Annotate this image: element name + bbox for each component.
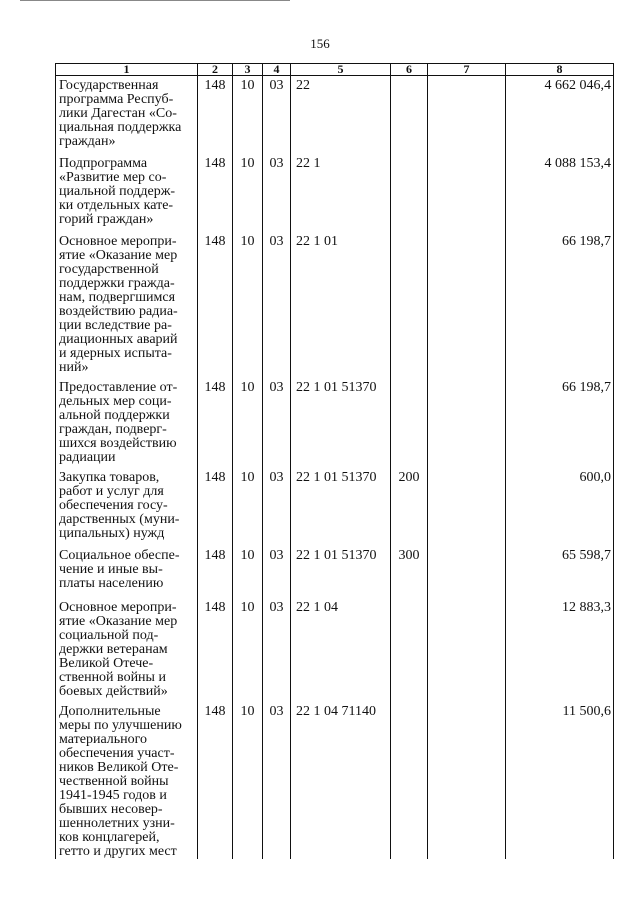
row-name-line: гетто и других мест <box>59 843 177 859</box>
header-cell: 6 <box>391 64 428 76</box>
target-code-cell: 22 1 01 51370 <box>291 378 391 468</box>
table-row <box>56 702 614 859</box>
subsection-cell: 03 <box>263 468 291 546</box>
table-body <box>56 76 614 859</box>
row-name-line: бывших несовер- <box>59 801 163 817</box>
row-name-line: социальной под- <box>59 627 159 643</box>
amount-cell: 66 198,7 <box>506 232 614 378</box>
row-name-line: радиации <box>59 449 116 465</box>
target-code-cell: 22 1 01 51370 <box>291 546 391 598</box>
table-row <box>56 378 614 468</box>
row-name-line: материального <box>59 731 148 747</box>
chapter-cell: 148 <box>198 378 233 468</box>
budget-table <box>55 63 614 859</box>
chapter-cell: 148 <box>198 232 233 378</box>
expense-type-cell <box>391 76 428 154</box>
section-cell: 10 <box>233 154 263 232</box>
row-name-line: ятие «Оказание мер <box>59 613 178 629</box>
header-cell: 4 <box>263 64 291 76</box>
row-name-line: государственной <box>59 261 159 277</box>
row-name-cell <box>56 154 198 232</box>
header-cell: 1 <box>56 64 198 76</box>
table-row <box>56 546 614 598</box>
section-cell: 10 <box>233 378 263 468</box>
column-7-cell <box>428 598 506 702</box>
row-name-cell <box>56 232 198 378</box>
target-code-cell: 22 1 04 <box>291 598 391 702</box>
row-name-line: циальной поддерж- <box>59 183 176 199</box>
chapter-cell: 148 <box>198 546 233 598</box>
row-name-line: Дополнительные <box>59 703 161 719</box>
row-name-line: граждан, подверг- <box>59 421 167 437</box>
row-name-line: лики Дагестан «Со- <box>59 106 177 121</box>
amount-cell: 65 598,7 <box>506 546 614 598</box>
subsection-cell: 03 <box>263 378 291 468</box>
row-name-line: Предоставление от- <box>59 379 178 395</box>
chapter-cell: 148 <box>198 598 233 702</box>
row-name-line: ственной войны и <box>59 669 166 685</box>
section-cell: 10 <box>233 546 263 598</box>
expense-type-cell <box>391 378 428 468</box>
chapter-cell: 148 <box>198 76 233 154</box>
expense-type-cell: 200 <box>391 468 428 546</box>
row-name-line: Закупка товаров, <box>59 469 160 485</box>
row-name-cell <box>56 702 198 859</box>
top-rule <box>20 0 290 1</box>
page-number: 156 <box>310 36 330 51</box>
amount-cell: 66 198,7 <box>506 378 614 468</box>
table-row <box>56 76 614 154</box>
row-name-line: обеспечения участ- <box>59 745 175 761</box>
header-row <box>56 64 614 76</box>
subsection-cell: 03 <box>263 702 291 859</box>
row-name-line: ний» <box>59 359 89 375</box>
amount-cell: 11 500,6 <box>506 702 614 859</box>
row-name-line: ков концлагерей, <box>59 829 160 845</box>
column-7-cell <box>428 232 506 378</box>
row-name-line: платы населению <box>59 575 164 591</box>
table-row <box>56 468 614 546</box>
row-name-line: чение и иные вы- <box>59 561 163 577</box>
target-code-cell: 22 1 04 71140 <box>291 702 391 859</box>
expense-type-cell <box>391 154 428 232</box>
expense-type-cell <box>391 232 428 378</box>
chapter-cell: 148 <box>198 702 233 859</box>
header-cell: 2 <box>198 64 233 76</box>
row-name-cell <box>56 76 198 154</box>
table-row <box>56 598 614 702</box>
expense-type-cell <box>391 598 428 702</box>
row-name-line: Великой Отече- <box>59 655 154 671</box>
column-7-cell <box>428 76 506 154</box>
column-7-cell <box>428 468 506 546</box>
row-name-line: ции вследствие ра- <box>59 317 172 333</box>
row-name-line: 1941-1945 годов и <box>59 787 167 803</box>
section-cell: 10 <box>233 232 263 378</box>
row-name-line: ятие «Оказание мер <box>59 247 178 263</box>
row-name-line: Подпрограмма <box>59 155 148 171</box>
row-name-line: циальная поддержка <box>59 120 182 135</box>
row-name-line: граждан» <box>59 134 116 149</box>
row-name-line: ников Великой Оте- <box>59 759 179 775</box>
section-cell: 10 <box>233 702 263 859</box>
expense-type-cell <box>391 702 428 859</box>
target-code-cell: 22 1 01 51370 <box>291 468 391 546</box>
amount-cell: 4 088 153,4 <box>506 154 614 232</box>
table-row <box>56 232 614 378</box>
row-name-line: ки отдельных кате- <box>59 197 174 213</box>
row-name-line: Государственная <box>59 78 159 93</box>
subsection-cell: 03 <box>263 232 291 378</box>
header-cell: 3 <box>233 64 263 76</box>
row-name-line: держки ветеранам <box>59 641 168 657</box>
target-code-cell: 22 1 <box>291 154 391 232</box>
chapter-cell: 148 <box>198 154 233 232</box>
header-cell: 5 <box>291 64 391 76</box>
row-name-line: диационных аварий <box>59 331 178 347</box>
target-code-cell: 22 <box>291 76 391 154</box>
chapter-cell: 148 <box>198 468 233 546</box>
target-code-cell: 22 1 01 <box>291 232 391 378</box>
row-name-line: меры по улучшению <box>59 717 182 733</box>
column-7-cell <box>428 546 506 598</box>
row-name-line: «Развитие мер со- <box>59 169 167 185</box>
subsection-cell: 03 <box>263 76 291 154</box>
row-name-line: Основное меропри- <box>59 599 177 615</box>
subsection-cell: 03 <box>263 154 291 232</box>
column-7-cell <box>428 378 506 468</box>
header-cell: 8 <box>506 64 614 76</box>
row-name-line: боевых действий» <box>59 683 168 699</box>
row-name-line: программа Респуб- <box>59 92 174 107</box>
row-name-line: Основное меропри- <box>59 233 177 249</box>
row-name-line: чественной войны <box>59 773 169 789</box>
row-name-line: ципальных) нужд <box>59 525 165 541</box>
row-name-line: дарственных (муни- <box>59 511 180 527</box>
row-name-line: шеннолетних узни- <box>59 815 175 831</box>
column-7-cell <box>428 702 506 859</box>
amount-cell: 12 883,3 <box>506 598 614 702</box>
row-name-cell <box>56 378 198 468</box>
row-name-line: работ и услуг для <box>59 483 164 499</box>
section-cell: 10 <box>233 598 263 702</box>
amount-cell: 600,0 <box>506 468 614 546</box>
row-name-cell <box>56 468 198 546</box>
row-name-line: воздействию радиа- <box>59 303 178 319</box>
section-cell: 10 <box>233 468 263 546</box>
row-name-line: поддержки гражда- <box>59 275 175 291</box>
subsection-cell: 03 <box>263 598 291 702</box>
row-name-line: альной поддержки <box>59 407 170 423</box>
section-cell: 10 <box>233 76 263 154</box>
row-name-cell <box>56 598 198 702</box>
row-name-line: шихся воздействию <box>59 435 177 451</box>
amount-cell: 4 662 046,4 <box>506 76 614 154</box>
row-name-line: обеспечения госу- <box>59 497 168 513</box>
row-name-line: дельных мер соци- <box>59 393 172 409</box>
subsection-cell: 03 <box>263 546 291 598</box>
column-7-cell <box>428 154 506 232</box>
row-name-line: Социальное обеспе- <box>59 547 180 563</box>
row-name-line: горий граждан» <box>59 211 154 227</box>
row-name-cell <box>56 546 198 598</box>
row-name-line: и ядерных испыта- <box>59 345 172 361</box>
expense-type-cell: 300 <box>391 546 428 598</box>
table-row <box>56 154 614 232</box>
header-cell: 7 <box>428 64 506 76</box>
row-name-line: нам, подвергшимся <box>59 289 176 305</box>
